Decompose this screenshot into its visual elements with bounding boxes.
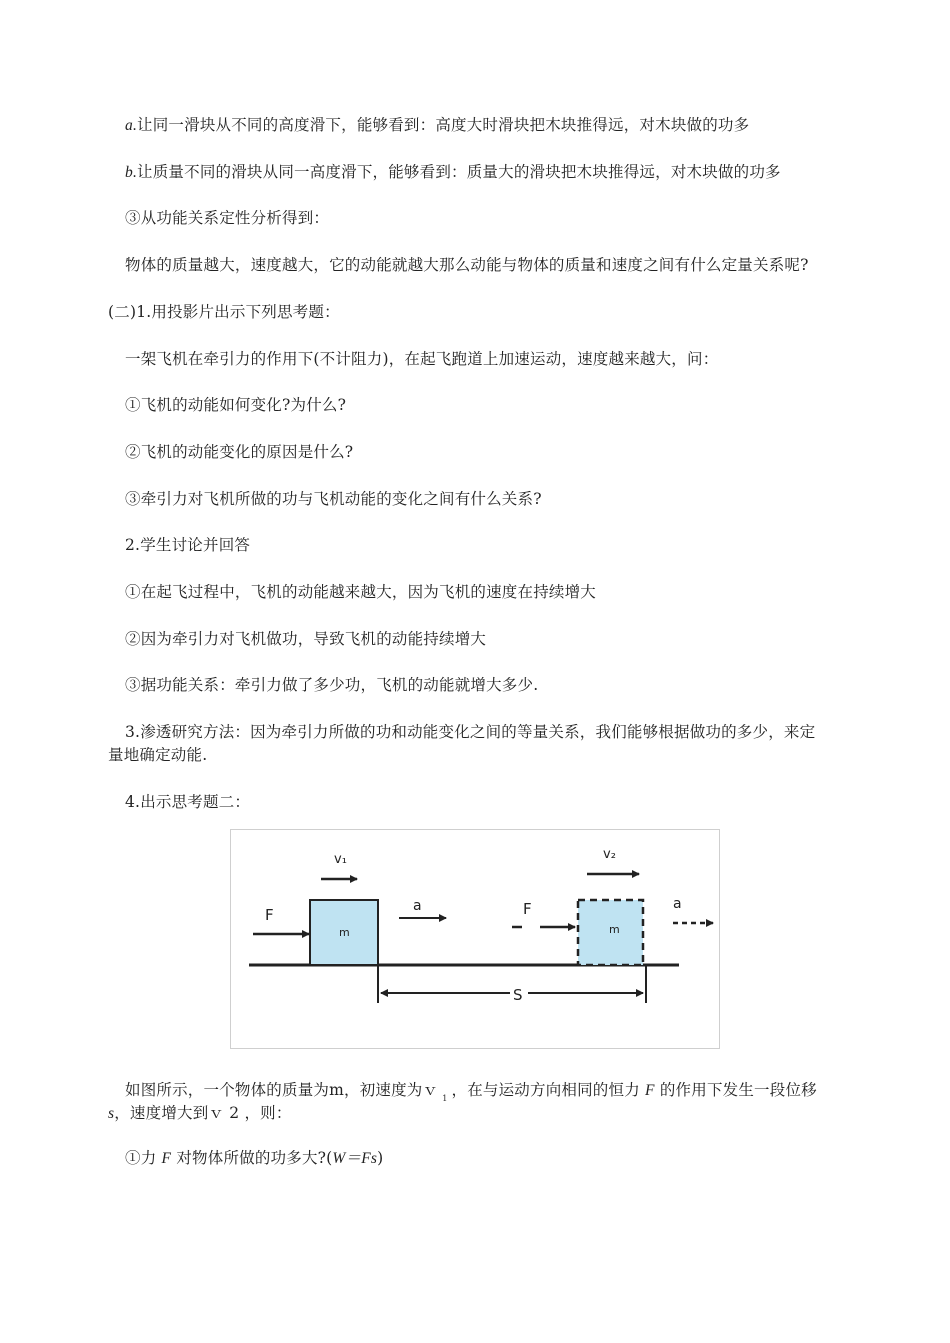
paragraph-b [125, 160, 781, 182]
paragraph-3: ③从功能关系定性分析得到： [125, 209, 330, 227]
label-m-right: m [609, 923, 620, 936]
paragraph-17 [125, 1146, 383, 1168]
paragraph-16-line2 [108, 1101, 292, 1123]
label-v1: v₁ [334, 852, 347, 867]
paragraph-a [125, 113, 749, 135]
p16-part3: 的作用下发生一段位移 [659, 1081, 817, 1099]
paragraph-8: ②飞机的动能变化的原因是什么? [125, 443, 354, 461]
label-v2: v₂ [603, 847, 616, 862]
p17-force-symbol: F [161, 1150, 172, 1167]
p16-part2: ，在与运动方向相同的恒力 [451, 1081, 640, 1099]
item-a-prefix: a. [125, 117, 138, 134]
paragraph-13: ③据功能关系：牵引力做了多少功，飞机的动能就增大多少. [125, 676, 539, 694]
paragraph-14-line1: 3.渗透研究方法：因为牵引力所做的功和动能变化之间的等量关系，我们能够根据做功的多少，来定 [125, 723, 816, 741]
paragraph-11: ①在起飞过程中，飞机的动能越来越大，因为飞机的速度在持续增大 [125, 583, 597, 601]
item-b-text: 让质量不同的滑块从同一高度滑下，能够看到：质量大的滑块把木块推得远，对木块做的功多 [137, 163, 781, 181]
p16-subscript: 1 [442, 1094, 448, 1103]
item-b-prefix: b. [125, 164, 138, 181]
paragraph-9: ③牵引力对飞机所做的功与飞机动能的变化之间有什么关系? [125, 490, 542, 508]
p16-force-symbol: F [645, 1082, 655, 1099]
paragraph-15: 4.出示思考题二： [125, 793, 251, 811]
label-f-left: F [265, 906, 274, 924]
paragraph-4: 物体的质量越大，速度越大，它的动能就越大那么动能与物体的质量和速度之间有什么定量关系呢? [125, 256, 809, 274]
p16-part4: ，速度增大到ｖ 2 ，则： [114, 1104, 292, 1122]
paragraph-10: 2.学生讨论并回答 [125, 536, 251, 554]
figure-canvas [231, 830, 719, 1048]
paragraph-16-line1 [125, 1078, 817, 1103]
physics-figure [230, 829, 720, 1049]
p17-formula: W＝Fs [332, 1150, 378, 1167]
paragraph-5: (二)1.用投影片出示下列思考题： [108, 303, 340, 321]
paragraph-14-line2: 量地确定动能. [108, 746, 208, 764]
p16-displacement-symbol: s [108, 1105, 115, 1122]
p16-part1: 如图所示，一个物体的质量为m，初速度为ｖ [125, 1081, 439, 1099]
paragraph-6: 一架飞机在牵引力的作用下(不计阻力)，在起飞跑道上加速运动，速度越来越大，问： [125, 350, 719, 368]
p17-part1: ①力 [125, 1149, 157, 1167]
label-m-left: m [339, 926, 350, 939]
paragraph-12: ②因为牵引力对飞机做功，导致飞机的动能持续增大 [125, 630, 487, 648]
label-a-right: a [673, 896, 682, 912]
p17-part2: 对物体所做的功多大?( [176, 1149, 333, 1167]
paragraph-7: ①飞机的动能如何变化?为什么? [125, 396, 347, 414]
item-a-text: 让同一滑块从不同的高度滑下，能够看到：高度大时滑块把木块推得远，对木块做的功多 [137, 116, 750, 134]
label-s: S [513, 986, 523, 1004]
label-a-left: a [413, 898, 422, 914]
p17-part3: ) [377, 1149, 384, 1167]
label-f-right: F [523, 900, 532, 918]
